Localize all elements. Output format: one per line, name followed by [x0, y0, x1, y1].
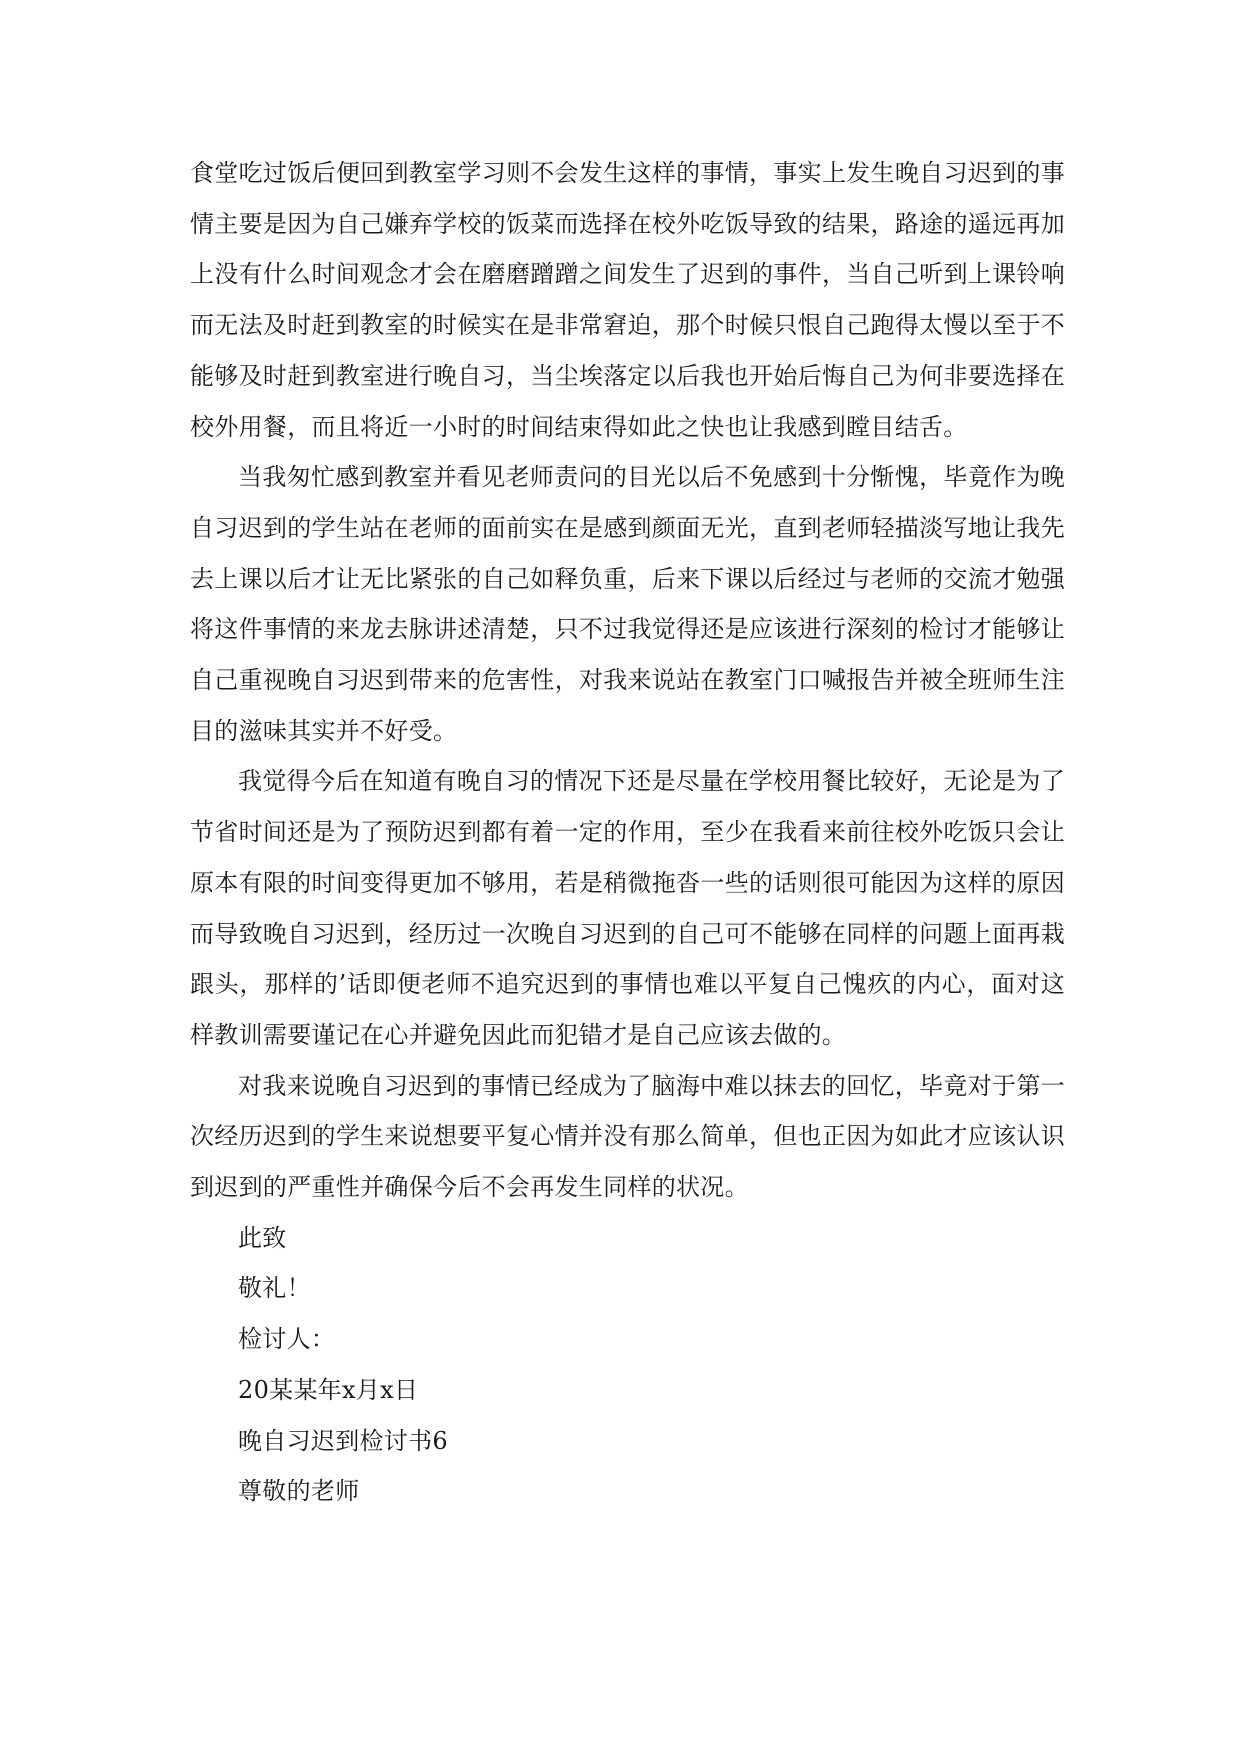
salute-line: 敬礼！	[238, 1274, 311, 1303]
next-section-greeting: 尊敬的老师	[238, 1477, 360, 1506]
body-paragraph-4: 对我来说晚自习迟到的事情已经成为了脑海中难以抹去的回忆，毕竟对于第一次经历迟到的学生来说想要平复心情并没有那么简单，但也正因为如此才应该认识到迟到的严重性并确保今后不会再发生同样的状况。	[190, 1071, 1065, 1202]
next-section-title: 晚自习迟到检讨书6	[238, 1426, 448, 1455]
body-paragraph-1: 食堂吃过饭后便回到教室学习则不会发生这样的事情，事实上发生晚自习迟到的事情主要是因为自己嫌弃学校的饭菜而选择在校外吃饭导致的结果，路途的遥远再加上没有什么时间观念才会在磨磨蹭蹭之间发生了迟到的事件，当自己听到上课铃响而无法及时赶到教室的时候实在是非常窘迫，那个时候只恨自己跑得太慢以至于不能够及时赶到教室进行晚自习，当尘埃落定以后我也开始后悔自己为何非要选择在校外用餐，而且将近一小时的时间结束得如此之快也让我感到瞠目结舌。	[190, 159, 1065, 441]
signer-line: 检讨人：	[238, 1325, 336, 1354]
body-paragraph-2: 当我匆忙感到教室并看见老师责问的目光以后不免感到十分惭愧，毕竟作为晚自习迟到的学生站在老师的面前实在是感到颜面无光，直到老师轻描淡写地让我先去上课以后才让无比紧张的自己如释负重，后来下课以后经过与老师的交流才勉强将这件事情的来龙去脉讲述清楚，只不过我觉得还是应该进行深刻的检讨才能够让自己重视晚自习迟到带来的危害性，对我来说站在教室门口喊报告并被全班师生注目的滋味其实并不好受。	[190, 463, 1065, 745]
body-paragraph-3: 我觉得今后在知道有晚自习的情况下还是尽量在学校用餐比较好，无论是为了节省时间还是为了预防迟到都有着一定的作用，至少在我看来前往校外吃饭只会让原本有限的时间变得更加不够用，若是稍微拖沓一些的话则很可能因为这样的原因而导致晚自习迟到，经历过一次晚自习迟到的自己可不能够在同样的问题上面再栽跟头，那样的’话即便老师不追究迟到的事情也难以平复自己愧疚的内心，面对这样教训需要谨记在心并避免因此而犯错才是自己应该去做的。	[190, 767, 1065, 1049]
closing-line: 此致	[238, 1223, 287, 1252]
date-line: 20某某年x月x日	[238, 1375, 419, 1404]
document-page	[190, 148, 1065, 1517]
